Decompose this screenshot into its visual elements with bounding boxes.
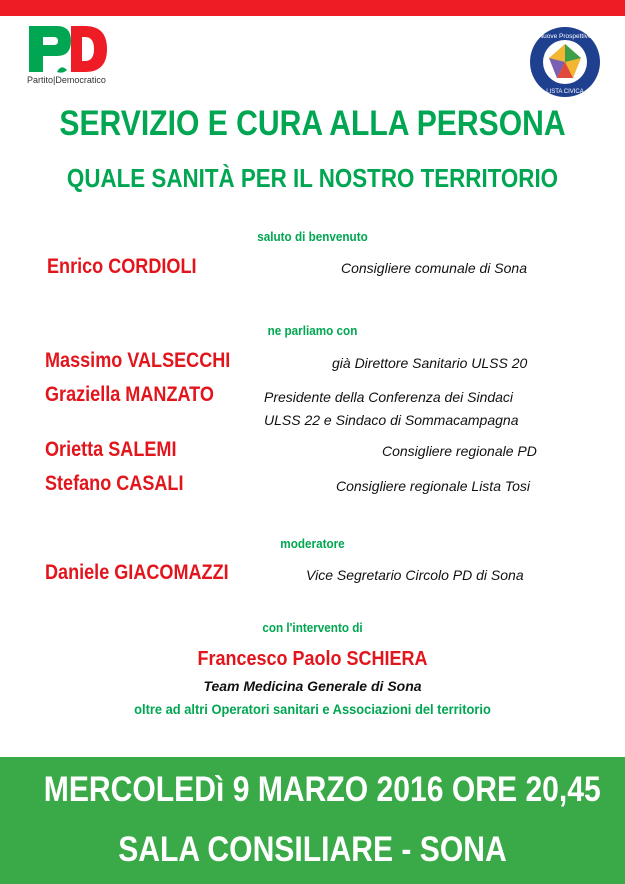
civic-logo-top-text: Nuove Prospettive (538, 33, 592, 40)
speakers-label: ne parliamo con (267, 323, 358, 338)
pd-logo-caption: Partito|Democratico (27, 75, 106, 85)
speaker-name: Stefano CASALI (45, 472, 184, 495)
welcome-name: Enrico CORDIOLI (47, 255, 197, 278)
welcome-label: saluto di benvenuto (257, 229, 368, 244)
speaker-role-line2: ULSS 22 e Sindaco di Sommacampagna (264, 412, 519, 428)
speaker-role: Consigliere regionale Lista Tosi (336, 478, 531, 494)
guest-role: Team Medicina Generale di Sona (203, 678, 422, 694)
guest-others: oltre ad altri Operatori sanitari e Associazioni del territorio (134, 701, 491, 717)
speaker-name: Orietta SALEMI (45, 438, 177, 461)
speaker-role: Presidente della Conferenza dei Sindaci (264, 389, 514, 405)
moderator-name: Daniele GIACOMAZZI (45, 561, 229, 584)
subtitle: QUALE SANITÀ PER IL NOSTRO TERRITORIO (66, 163, 559, 193)
speaker-name: Massimo VALSECCHI (45, 349, 231, 372)
event-venue: SALA CONSILIARE - SONA (118, 830, 507, 869)
lista-civica-logo (529, 26, 601, 98)
speaker-role: Consigliere regionale PD (382, 443, 537, 459)
welcome-role: Consigliere comunale di Sona (341, 260, 527, 276)
speaker-name: Graziella MANZATO (45, 383, 214, 406)
top-red-bar (0, 0, 625, 16)
guest-label: con l'intervento di (262, 620, 363, 635)
main-title: SERVIZIO E CURA ALLA PERSONA (59, 104, 566, 143)
moderator-role: Vice Segretario Circolo PD di Sona (306, 567, 524, 583)
event-date: MERCOLEDì 9 MARZO 2016 ORE 20,45 (43, 770, 601, 809)
guest-name: Francesco Paolo SCHIERA (197, 648, 428, 670)
speaker-role: già Direttore Sanitario ULSS 20 (332, 355, 528, 371)
civic-logo-bottom-text: LISTA CIVICA (546, 89, 584, 95)
moderator-label: moderatore (280, 536, 345, 551)
